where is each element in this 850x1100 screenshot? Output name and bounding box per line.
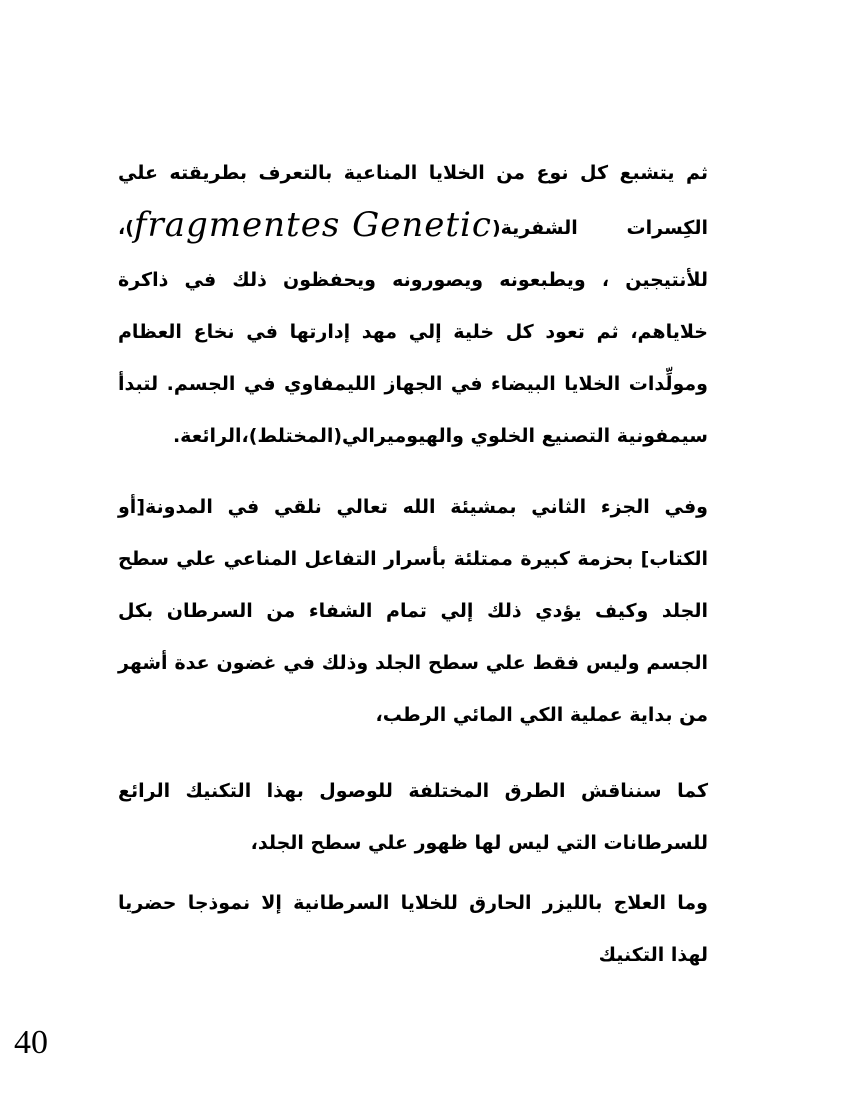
paragraph-2 (118, 481, 708, 741)
paragraph-1 (118, 147, 708, 462)
page-number: 40 (14, 1024, 48, 1061)
paragraph-4 (118, 877, 708, 981)
paragraph-3-text: كما سنناقش الطرق المختلفة للوصول بهذا التكنيك الرائع للسرطانات التي ليس لها ظهور علي سطح الجلد، (118, 780, 708, 854)
paragraph-1-text-start: ثم يتشبع كل نوع من الخلايا المناعية بالتعرف بطريقته علي الكِسرات الشفرية( (118, 162, 708, 239)
paragraph-2-text: وفي الجزء الثاني بمشيئة الله تعالي نلقي في المدونة[أو الكتاب] بحزمة كبيرة ممتلئة بأسرار التفاعل المناعي علي سطح الجلد وكيف يؤدي ذلك إلي تمام الشفاء من السرطان بكل الجسم وليس فقط علي سطح الجلد وذلك في غضون عدة أشهر من بداية عملية الكي المائي الرطب، (118, 496, 708, 726)
latin-term: fragmentes Genetic (133, 205, 492, 245)
paragraph-1-text-end: )، للأنتيجين ، ويطبعونه ويصورونه ويحفظون ذلك في ذاكرة خلاياهم، ثم تعود كل خلية إلي مهد إدارتها في نخاع العظام ومولِّدات الخلايا البيضاء في الجهاز الليمفاوي في الجسم. لتبدأ سيمفونية التصنيع الخلوي والهيوميرالي(المختلط)،الرائعة. (118, 217, 708, 447)
paragraph-4-text: وما العلاج بالليزر الحارق للخلايا السرطانية إلا نموذجا حضريا لهذا التكنيك (118, 892, 708, 966)
paragraph-3 (118, 765, 708, 869)
